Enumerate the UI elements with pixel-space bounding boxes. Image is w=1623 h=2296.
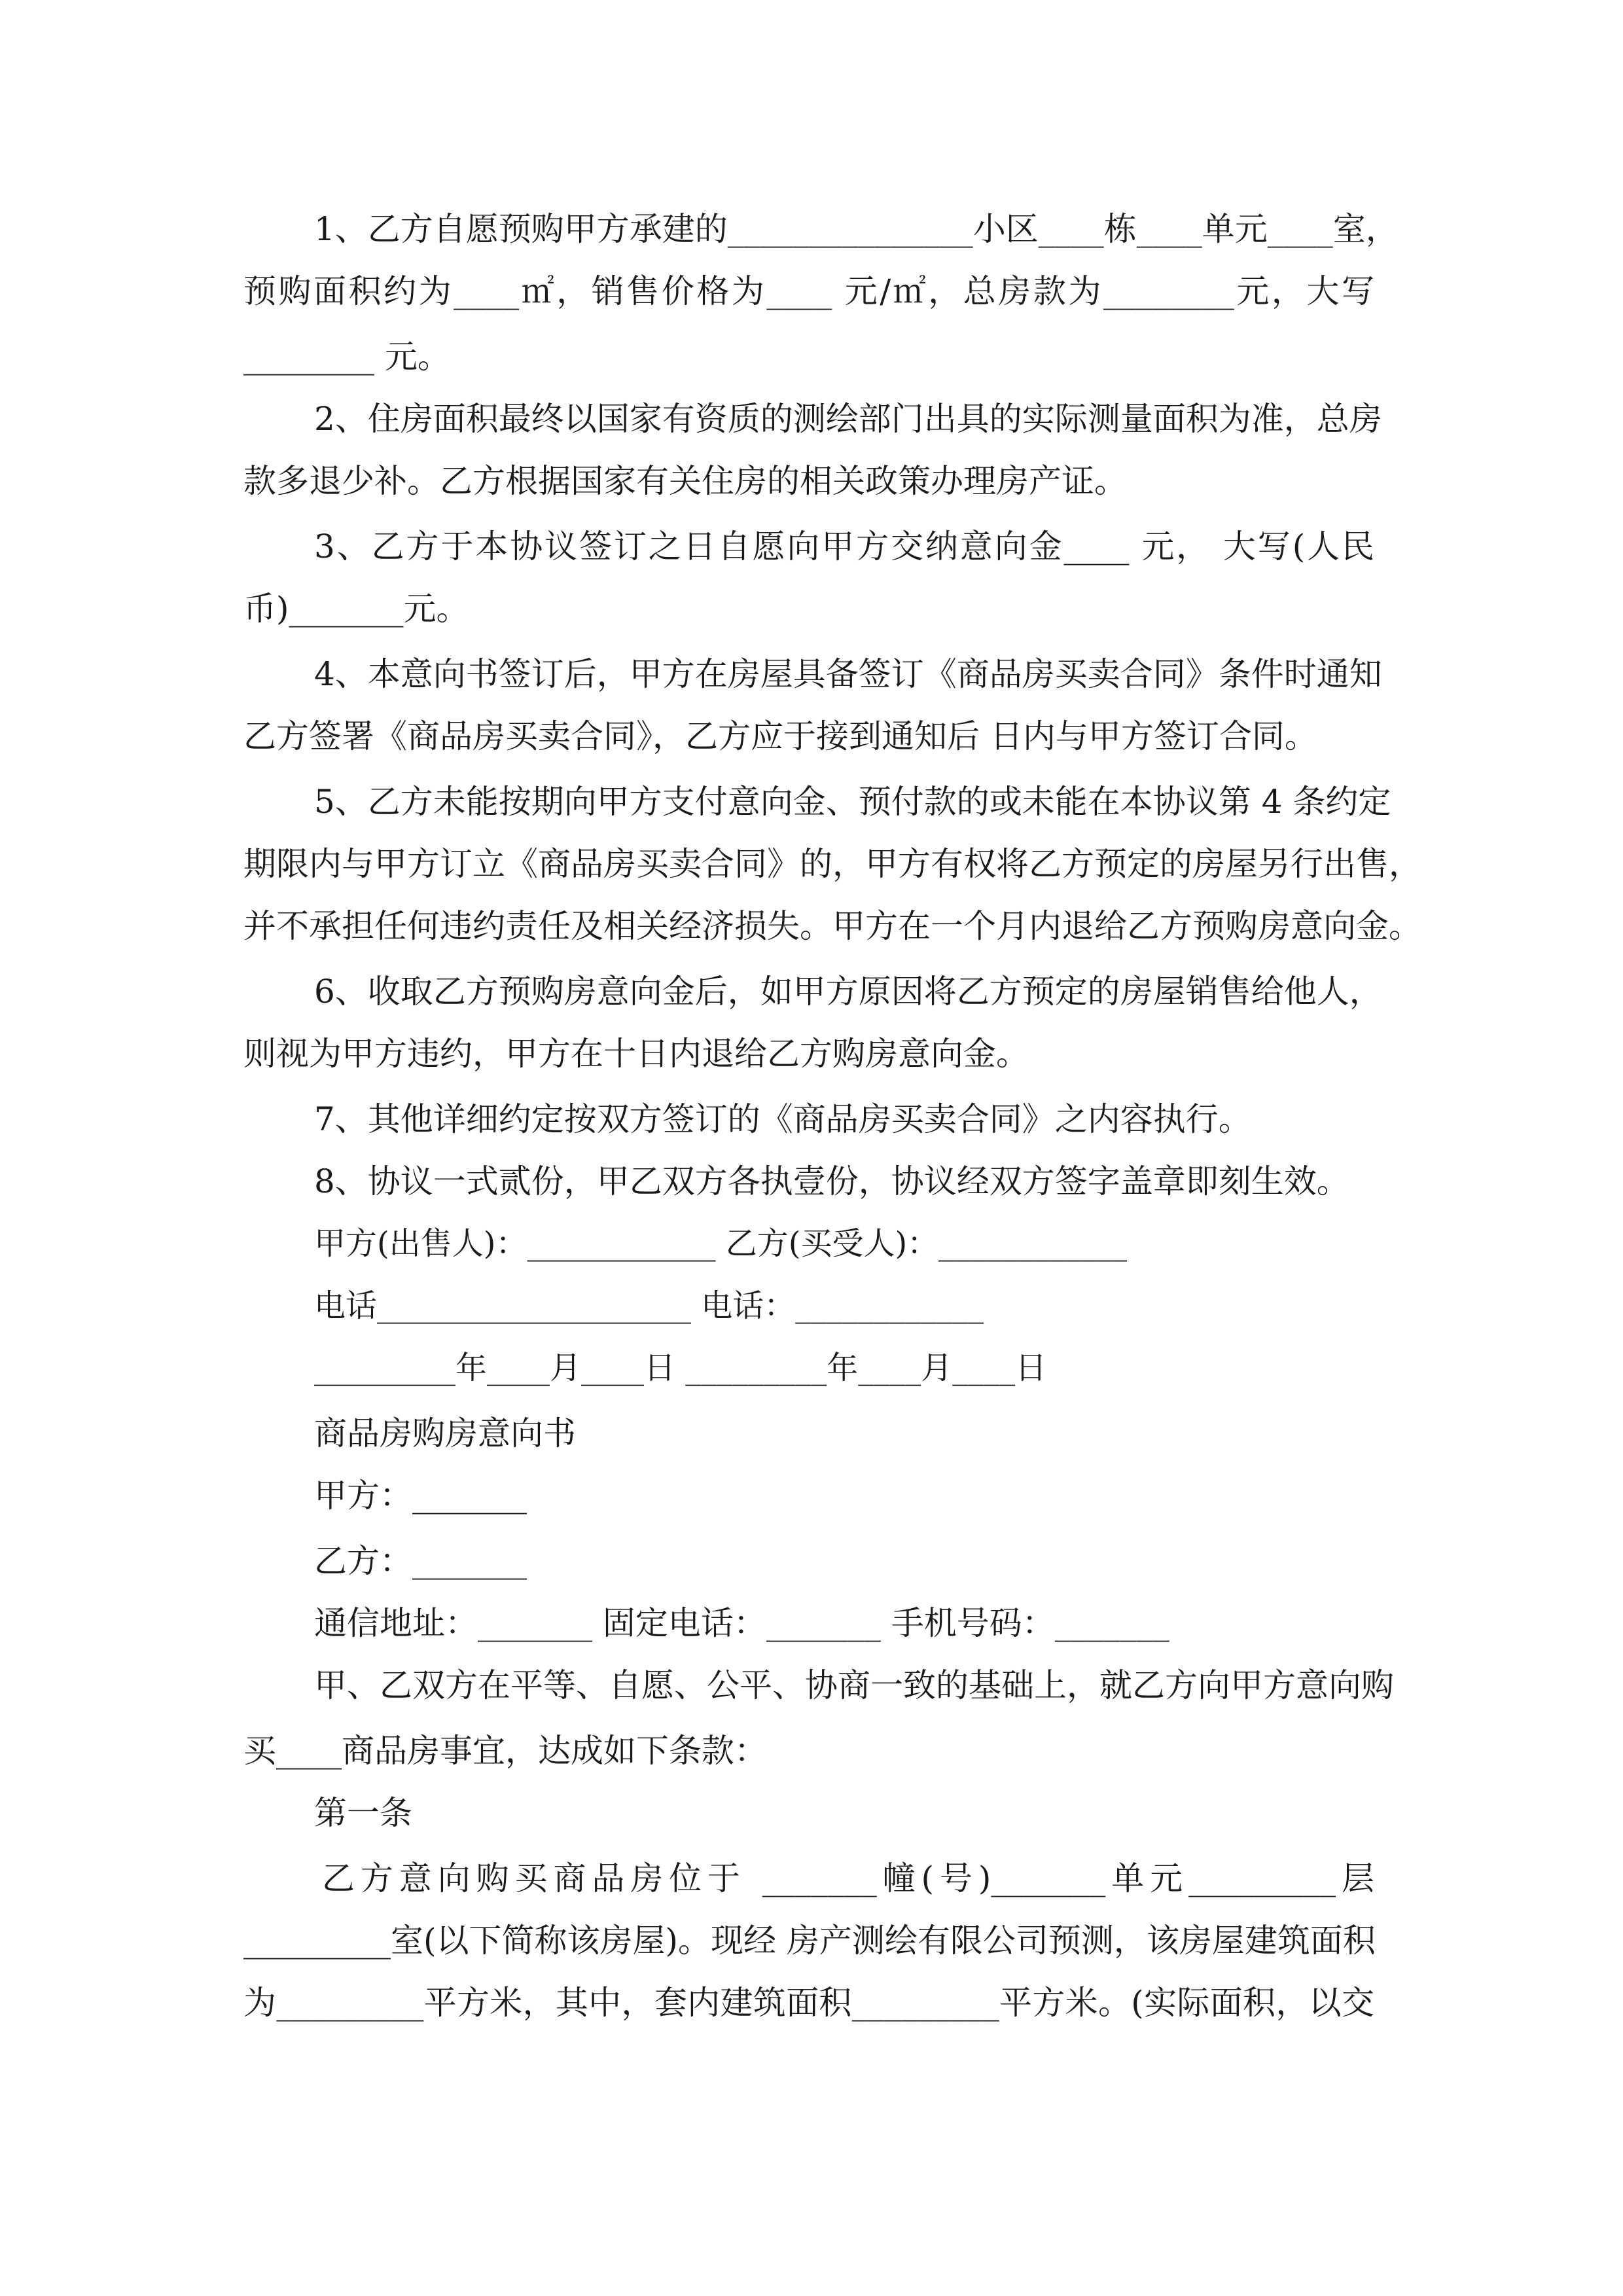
preamble-line-1: 甲、乙双方在平等、自愿、公平、协商一致的基础上，就乙方向甲方意向购	[314, 1666, 1394, 1704]
article-1-line-1: 乙方意向购买商品房位于 _______幢(号)_______单元_________层	[322, 1859, 1374, 1897]
clause-7: 7、其他详细约定按双方签订的《商品房买卖合同》之内容执行。	[314, 1100, 1251, 1138]
signature-dates: _________年____月____日 _________年____月____日	[314, 1350, 1047, 1386]
clause-5-line-1: 5、乙方未能按期向甲方支付意向金、预付款的或未能在本协议第 4 条约定	[314, 783, 1391, 821]
clause-2-line-2: 款多退少补。乙方根据国家有关住房的相关政策办理房产证。	[243, 462, 1127, 500]
clause-1-line-1: 1、乙方自愿预购甲方承建的_______________小区____栋____单元____室，	[314, 210, 1399, 248]
clause-6-line-1: 6、收取乙方预购房意向金后，如甲方原因将乙方预定的房屋销售给他人，	[314, 973, 1382, 1011]
section-title: 商品房购房意向书	[314, 1414, 576, 1452]
party-a-field: 甲方：_______	[314, 1477, 527, 1515]
clause-4-line-1: 4、本意向书签订后，甲方在房屋具备签订《商品房买卖合同》条件时通知	[314, 655, 1382, 693]
article-1-line-2: _________室(以下简称该房屋)。现经 房产测绘有限公司预测，该房屋建筑面积	[243, 1922, 1376, 1960]
clause-1-line-3: ________ 元。	[243, 338, 450, 376]
clause-3-line-1: 3、乙方于本协议签订之日自愿向甲方交纳意向金____ 元， 大写(人民	[314, 528, 1374, 565]
signature-parties: 甲方(出售人)：____________ 乙方(买受人)：____________	[314, 1225, 1128, 1262]
signature-phones: 电话____________________ 电话：____________	[314, 1287, 984, 1324]
clause-6-line-2: 则视为甲方违约，甲方在十日内退给乙方购房意向金。	[243, 1035, 1029, 1073]
clause-4-line-2: 乙方签署《商品房买卖合同》，乙方应于接到通知后 日内与甲方签订合同。	[243, 717, 1317, 755]
article-1-heading: 第一条	[314, 1794, 412, 1832]
article-1-line-3: 为_________平方米，其中，套内建筑面积_________平方米。(实际面积，以交	[243, 1984, 1374, 2022]
clause-5-line-3: 并不承担任何违约责任及相关经济损失。甲方在一个月内退给乙方预购房意向金。	[243, 907, 1421, 945]
clause-5-line-2: 期限内与甲方订立《商品房买卖合同》的，甲方有权将乙方预定的房屋另行出售，	[243, 845, 1421, 883]
clause-1-line-2: 预购面积约为____㎡，销售价格为____ 元/㎡，总房款为________元，大写	[243, 272, 1374, 310]
party-b-field: 乙方：_______	[314, 1542, 527, 1580]
contact-fields: 通信地址：_______ 固定电话：_______ 手机号码：_______	[314, 1604, 1169, 1642]
clause-3-line-2: 币)_______元。	[243, 590, 469, 628]
clause-2-line-1: 2、住房面积最终以国家有资质的测绘部门出具的实际测量面积为准，总房	[314, 400, 1382, 438]
clause-8: 8、协议一式贰份，甲乙双方各执壹份，协议经双方签字盖章即刻生效。	[314, 1162, 1349, 1200]
preamble-line-2: 买____商品房事宜，达成如下条款：	[243, 1732, 767, 1770]
